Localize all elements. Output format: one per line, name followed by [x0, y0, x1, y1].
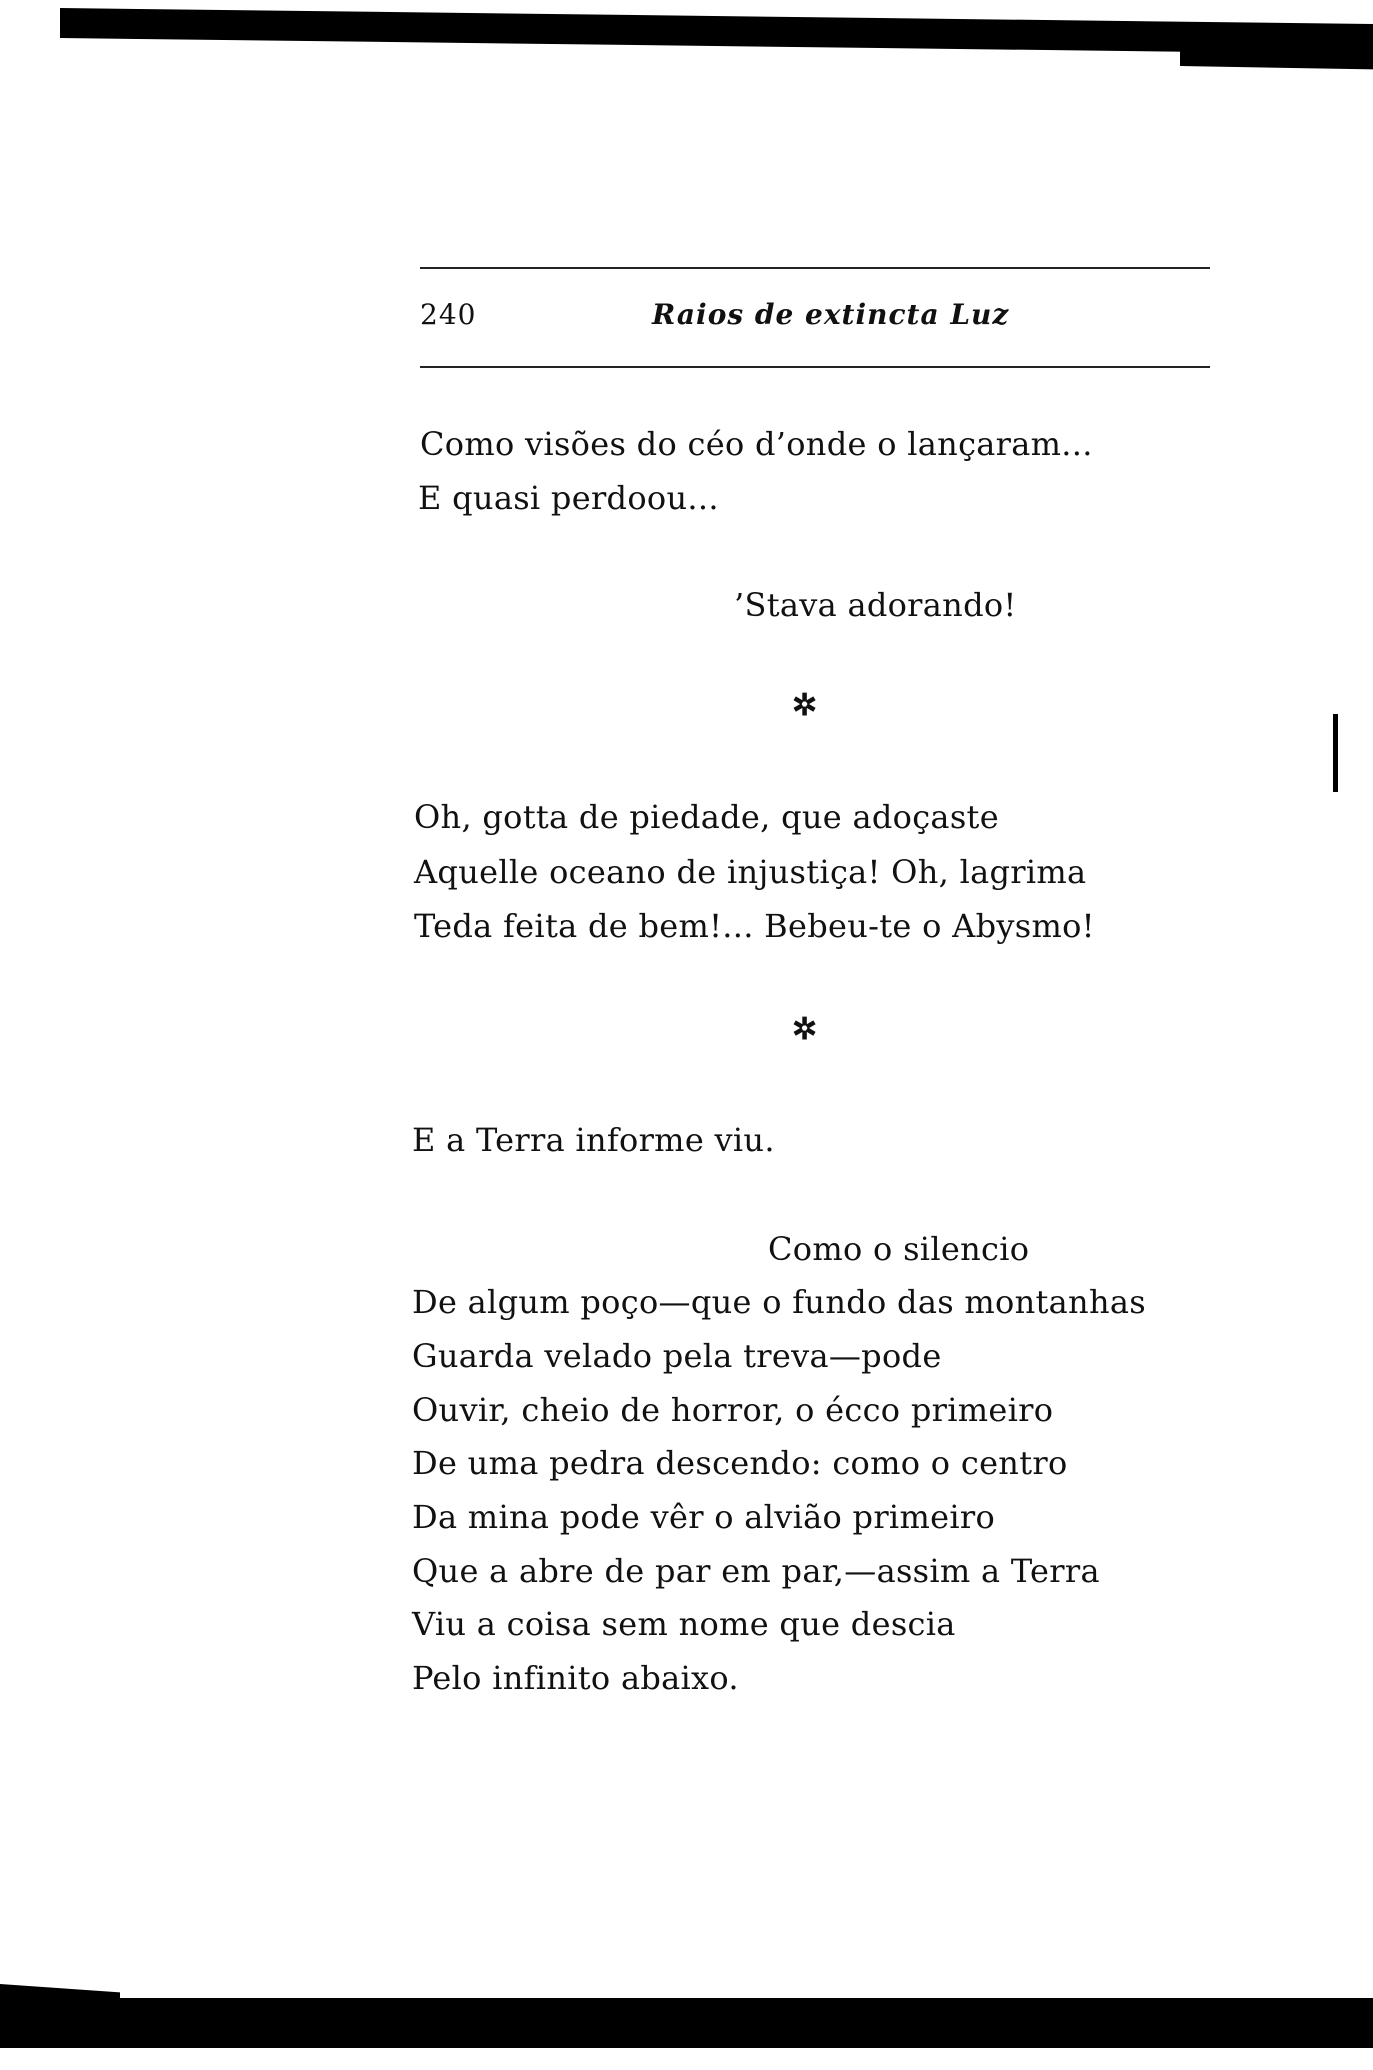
poem-line: Da mina pode vêr o alvião primeiro — [412, 1498, 996, 1536]
scan-border-top — [60, 8, 1373, 54]
poem-line: Guarda velado pela treva—pode — [412, 1337, 942, 1375]
poem-line: Como o silencio — [768, 1230, 1030, 1268]
header-rule-top — [420, 267, 1210, 269]
header-rule-bottom — [420, 366, 1210, 368]
running-title: Raios de extincta Luz — [652, 298, 1010, 331]
poem-line: E quasi perdoou... — [418, 479, 719, 517]
page-number: 240 — [420, 298, 477, 331]
poem-line: E a Terra informe viu. — [412, 1121, 775, 1159]
poem-line: Oh, gotta de piedade, que adoçaste — [414, 798, 999, 836]
poem-line: Que a abre de par em par,—assim a Terra — [412, 1552, 1100, 1590]
scan-mark-right — [1333, 714, 1338, 792]
poem-line: Como visões do céo d’onde o lançaram... — [420, 425, 1093, 463]
scan-border-bottom — [0, 1998, 1373, 2048]
poem-line: De uma pedra descendo: como o centro — [412, 1444, 1068, 1482]
section-ornament: ✲ — [792, 688, 818, 723]
poem-line: Aquelle oceano de injustiça! Oh, lagrima — [414, 853, 1087, 891]
section-ornament: ✲ — [792, 1012, 818, 1047]
scan-border-top-edge — [1180, 46, 1373, 69]
poem-line: Viu a coisa sem nome que descia — [412, 1605, 956, 1643]
poem-line: Ouvir, cheio de horror, o écco primeiro — [412, 1391, 1054, 1429]
poem-line: Pelo infinito abaixo. — [412, 1659, 739, 1697]
poem-line: Teda feita de bem!... Bebeu-te o Abysmo! — [414, 907, 1095, 945]
poem-line: ’Stava adorando! — [734, 586, 1017, 624]
poem-line: De algum poço—que o fundo das montanhas — [412, 1283, 1146, 1321]
